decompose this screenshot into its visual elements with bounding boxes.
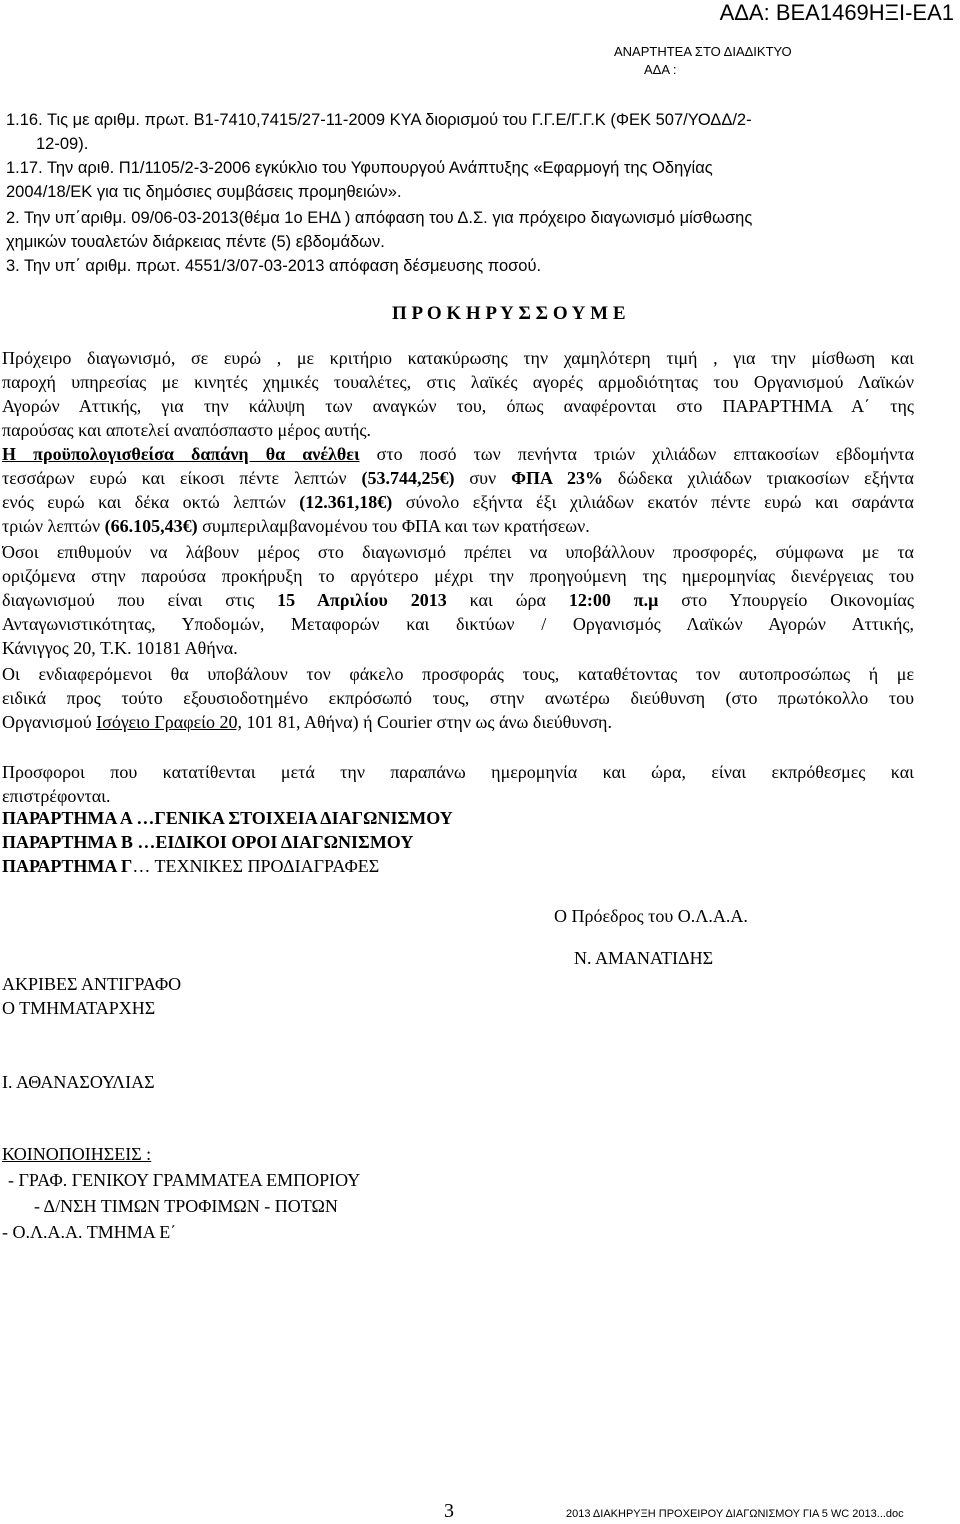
ref-2-line1: 2. Την υπ΄αριθμ. 09/06-03-2013(θέμα 1ο ΕΗΔ ) απόφαση του Δ.Σ. για πρόχειρο διαγωνισμό μίσθωσης (6, 209, 753, 227)
paragraph-late-offers (2, 760, 914, 808)
paragraph-line: Ανταγωνιστικότητας, Υποδομών, Μεταφορών και δικτύων / Οργανισμός Λαϊκών Αγορών Αττικής, (2, 614, 914, 634)
paragraph-line: παρούσας και αποτελεί αναπόσπαστο μέρος αυτής. (2, 420, 371, 440)
ref-1-17-line1: 1.17. Την αριθ. Π1/1105/2-3-2006 εγκύκλιο του Υφυπουργού Ανάπτυξης «Εφαρμογή της Οδηγίας (6, 159, 713, 177)
ada-code: ΑΔΑ: ΒΕΑ1469ΗΞΙ-ΕΑ1 (719, 0, 954, 25)
paragraph-line: επιστρέφονται. (2, 786, 111, 806)
notification-item: - ΓΡΑΦ. ΓΕΝΙΚΟΥ ΓΡΑΜΜΑΤΕΑ ΕΜΠΟΡΙΟΥ (8, 1170, 361, 1190)
paragraph-line: οριζόμενα στην παρούσα προκήρυξη το αργότερο μέχρι την προηγούμενη της ημερομηνίας διενέργειας του (2, 566, 914, 586)
page-number: 3 (444, 1500, 454, 1522)
footer-filename: 2013 ΔΙΑΚΗΡΥΞΗ ΠΡΟΧΕΙΡΟΥ ΔΙΑΓΩΝΙΣΜΟΥ ΓΙΑ 5 WC 2013...doc (566, 1508, 904, 1520)
paragraph-tender (2, 346, 914, 442)
paragraph-budget (2, 442, 914, 538)
vat-rate: ΦΠΑ 23% (511, 468, 603, 488)
notification-item: - Ο.Λ.Α.Α. ΤΜΗΜΑ Ε΄ (2, 1222, 177, 1242)
ada-label: ΑΔΑ : (644, 62, 677, 77)
paragraph-line: παροχή υπηρεσίας με κινητές χημικές τουαλέτες, στις λαϊκές αγορές αρμοδιότητας του Οργανισμού Λαϊκών (2, 372, 914, 392)
notification-item: - Δ/ΝΣΗ ΤΙΜΩΝ ΤΡΟΦΙΜΩΝ - ΠΟΤΩΝ (34, 1196, 338, 1216)
document-title: Π Ρ Ο Κ Η Ρ Υ Σ Σ Ο Υ Μ Ε (392, 303, 626, 324)
paragraph-line: τριών λεπτών (66.105,43€) συμπεριλαμβανομένου του ΦΠΑ και των κρατήσεων. (2, 516, 590, 536)
vat-amount: (12.361,18€) (299, 492, 393, 512)
true-copy-label: ΑΚΡΙΒΕΣ ΑΝΤΙΓΡΑΦΟ (2, 974, 182, 994)
ref-1-16-line1: 1.16. Τις με αριθμ. πρωτ. Β1-7410,7415/27-11-2009 ΚΥΑ διορισμού του Γ.Γ.Ε/Γ.Γ.Κ (ΦΕΚ 507/ΥΟΔΔ/2- (6, 111, 752, 129)
ref-3: 3. Την υπ΄ αριθμ. πρωτ. 4551/3/07-03-2013 απόφαση δέσμευσης ποσού. (6, 257, 542, 275)
paragraph-line: Πρόχειρο διαγωνισμό, σε ευρώ , με κριτήριο κατακύρωσης την χαμηλότερη τιμή , για την μίσθωση και (2, 348, 914, 368)
president-name: Ν. ΑΜΑΝΑΤΙΔΗΣ (574, 948, 714, 968)
total-amount: (66.105,43€) (104, 516, 198, 536)
head-of-department-label: Ο ΤΜΗΜΑΤΑΡΧΗΣ (2, 998, 156, 1018)
paragraph-line: Η προϋπολογισθείσα δαπάνη θα ανέλθει στο ποσό των πενήντα τριών χιλιάδων επτακοσίων εβδομήντα (2, 444, 914, 464)
paragraph-line: τεσσάρων ευρώ και είκοσι πέντε λεπτών (53.744,25€) συν ΦΠΑ 23% δώδεκα χιλιάδων τριακοσίων εξήντα (2, 468, 914, 488)
annex-b: ΠΑΡΑΡΤΗΜΑ Β …ΕΙΔΙΚΟΙ ΟΡΟΙ ΔΙΑΓΩΝΙΣΜΟΥ (2, 832, 414, 852)
paragraph-line: Αγορών Αττικής, για την κάλυψη των αναγκών του, όπως αναφέρονται στο ΠΑΡΑΡΤΗΜΑ Α΄ της (2, 396, 914, 416)
paragraph-line: Οι ενδιαφερόμενοι θα υποβάλουν τον φάκελο προσφοράς τους, καταθέτοντας τον αυτοπροσώπως ή με (2, 664, 914, 684)
office-location: Ισόγειο Γραφείο 20, (96, 712, 242, 732)
paragraph-submission (2, 540, 914, 660)
ref-2-line2: χημικών τουαλετών διάρκειας πέντε (5) εβδομάδων. (6, 233, 385, 251)
president-title: Ο Πρόεδρος του Ο.Λ.Α.Α. (554, 906, 748, 926)
paragraph-line: ειδικά προς τούτο εξουσιοδοτημένο εκπρόσωπό τους, στην ανωτέρω διεύθυνση (στο πρωτόκολλο του (2, 688, 914, 708)
paragraph-line: Κάνιγγος 20, Τ.Κ. 10181 Αθήνα. (2, 638, 238, 658)
paragraph-line: Όσοι επιθυμούν να λάβουν μέρος στο διαγωνισμό πρέπει να υποβάλλουν προσφορές, σύμφωνα με τα (2, 542, 914, 562)
ref-1-17-line2: 2004/18/ΕΚ για τις δημόσιες συμβάσεις προμηθειών». (6, 183, 402, 201)
paragraph-line: Οργανισμού Ισόγειο Γραφείο 20, 101 81, Αθήνα) ή Courier στην ως άνω διεύθυνση. (2, 712, 612, 732)
deadline-time: 12:00 π.μ (568, 590, 659, 610)
head-of-department-name: Ι. ΑΘΑΝΑΣΟΥΛΙΑΣ (2, 1072, 155, 1092)
paragraph-line: ενός ευρώ και δέκα οκτώ λεπτών (12.361,18€) σύνολο εξήντα έξι χιλιάδων εκατόν πέντε ευρώ και σαράντα (2, 492, 914, 512)
posted-online-label: ΑΝΑΡΤΗΤΕΑ ΣΤΟ ΔΙΑΔΙΚΤΥΟ (614, 44, 792, 59)
net-amount: (53.744,25€) (361, 468, 455, 488)
paragraph-delivery (2, 662, 914, 734)
budget-heading: Η προϋπολογισθείσα δαπάνη θα ανέλθει (2, 444, 360, 464)
ref-1-16-line2: 12-09). (36, 135, 89, 153)
deadline-date: 15 Απριλίου 2013 (277, 590, 447, 610)
annex-c: ΠΑΡΑΡΤΗΜΑ Γ… ΤΕΧΝΙΚΕΣ ΠΡΟΔΙΑΓΡΑΦΕΣ (2, 856, 380, 876)
annex-a: ΠΑΡΑΡΤΗΜΑ Α …ΓΕΝΙΚΑ ΣΤΟΙΧΕΙΑ ΔΙΑΓΩΝΙΣΜΟΥ (2, 808, 453, 828)
paragraph-line: διαγωνισμού που είναι στις 15 Απριλίου 2013 και ώρα 12:00 π.μ στο Υπουργείο Οικονομίας (2, 590, 914, 610)
notifications-title: ΚΟΙΝΟΠΟΙΗΣΕΙΣ : (2, 1144, 152, 1164)
paragraph-line: Προσφοροι που κατατίθενται μετά την παραπάνω ημερομηνία και ώρα, είναι εκπρόθεσμες και (2, 762, 914, 782)
